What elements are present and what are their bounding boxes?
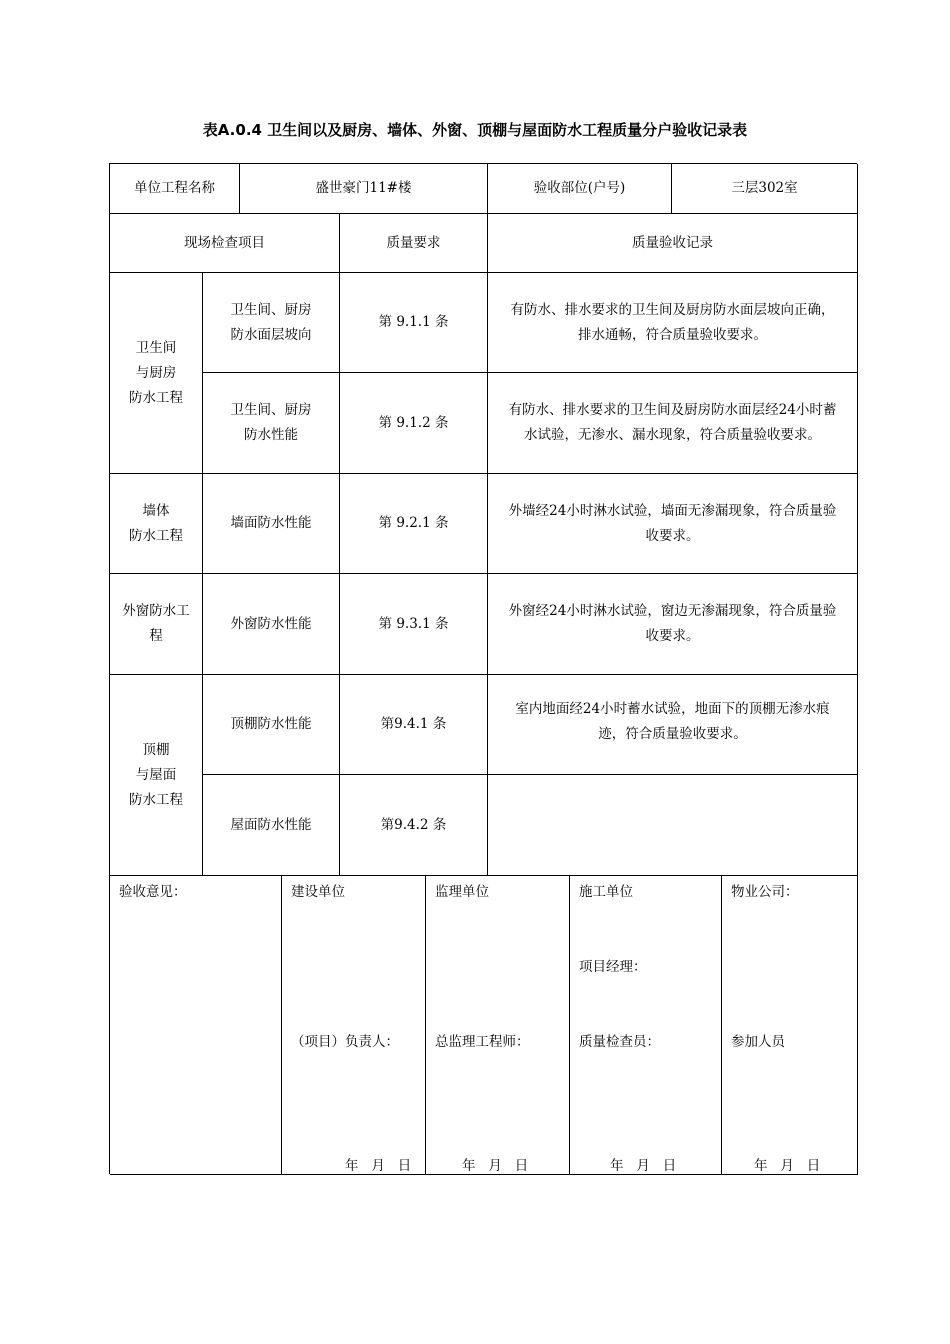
group-name-window: 外窗防水工 程 — [110, 574, 203, 675]
builder-inspector-label: 质量检查员： — [579, 1034, 660, 1050]
construction-unit-cell — [282, 876, 426, 1175]
property-person-label: 参加人员 — [731, 1034, 785, 1050]
builder-unit-label: 施工单位 — [579, 884, 633, 900]
opinion-cell — [110, 876, 282, 1175]
column-header-requirement: 质量要求 — [340, 214, 488, 273]
acceptance-record: 有防水、排水要求的卫生间及厨房防水面层经24小时蓄 水试验，无渗水、漏水现象，符合质量验收要求。 — [488, 373, 858, 474]
check-item: 墙面防水性能 — [203, 474, 340, 574]
check-item: 卫生间、厨房 防水性能 — [203, 373, 340, 474]
quality-requirement: 第9.4.2 条 — [340, 775, 488, 876]
check-item: 卫生间、厨房 防水面层坡向 — [203, 273, 340, 373]
property-company-cell — [722, 876, 858, 1175]
quality-requirement: 第 9.2.1 条 — [340, 474, 488, 574]
date-label: 年 月 日 — [754, 1158, 821, 1174]
document-title: 表A.0.4 卫生间以及厨房、墙体、外窗、顶棚与屋面防水工程质量分户验收记录表 — [202, 121, 748, 139]
opinion-label: 验收意见： — [119, 884, 187, 900]
supervision-unit-label: 监理单位 — [435, 884, 489, 900]
construction-person-label: （项目）负责人： — [291, 1034, 399, 1050]
builder-manager-label: 项目经理： — [579, 959, 647, 975]
acceptance-record-empty — [488, 775, 858, 876]
quality-requirement: 第 9.1.1 条 — [340, 273, 488, 373]
date-label: 年 月 日 — [345, 1158, 412, 1174]
check-item: 外窗防水性能 — [203, 574, 340, 675]
acceptance-part-label: 验收部位(户号) — [488, 164, 672, 214]
date-label: 年 月 日 — [610, 1158, 677, 1174]
check-item: 顶棚防水性能 — [203, 675, 340, 775]
acceptance-record: 外墙经24小时淋水试验，墙面无渗漏现象，符合质量验 收要求。 — [488, 474, 858, 574]
unit-project-label: 单位工程名称 — [110, 164, 240, 214]
acceptance-part-value: 三层302室 — [672, 164, 858, 214]
group-name-ceiling-roof: 顶棚 与屋面 防水工程 — [110, 675, 203, 876]
date-label: 年 月 日 — [462, 1158, 529, 1174]
unit-project-value: 盛世豪门11#楼 — [240, 164, 488, 214]
builder-unit-cell — [570, 876, 722, 1175]
column-header-record: 质量验收记录 — [488, 214, 858, 273]
quality-requirement: 第 9.3.1 条 — [340, 574, 488, 675]
group-name-wall: 墙体 防水工程 — [110, 474, 203, 574]
supervision-unit-cell — [426, 876, 570, 1175]
quality-requirement: 第9.4.1 条 — [340, 675, 488, 775]
check-item: 屋面防水性能 — [203, 775, 340, 876]
property-company-label: 物业公司： — [731, 884, 799, 900]
group-name-bathroom-kitchen: 卫生间 与厨房 防水工程 — [110, 273, 203, 474]
acceptance-record: 室内地面经24小时蓄水试验，地面下的顶棚无渗水痕 迹，符合质量验收要求。 — [488, 675, 858, 775]
construction-unit-label: 建设单位 — [291, 884, 345, 900]
column-header-item: 现场检查项目 — [110, 214, 340, 273]
quality-requirement: 第 9.1.2 条 — [340, 373, 488, 474]
acceptance-record-table — [109, 163, 857, 1174]
supervision-person-label: 总监理工程师： — [435, 1034, 530, 1050]
acceptance-record: 有防水、排水要求的卫生间及厨房防水面层坡向正确， 排水通畅，符合质量验收要求。 — [488, 273, 858, 373]
acceptance-record: 外窗经24小时淋水试验，窗边无渗漏现象，符合质量验 收要求。 — [488, 574, 858, 675]
